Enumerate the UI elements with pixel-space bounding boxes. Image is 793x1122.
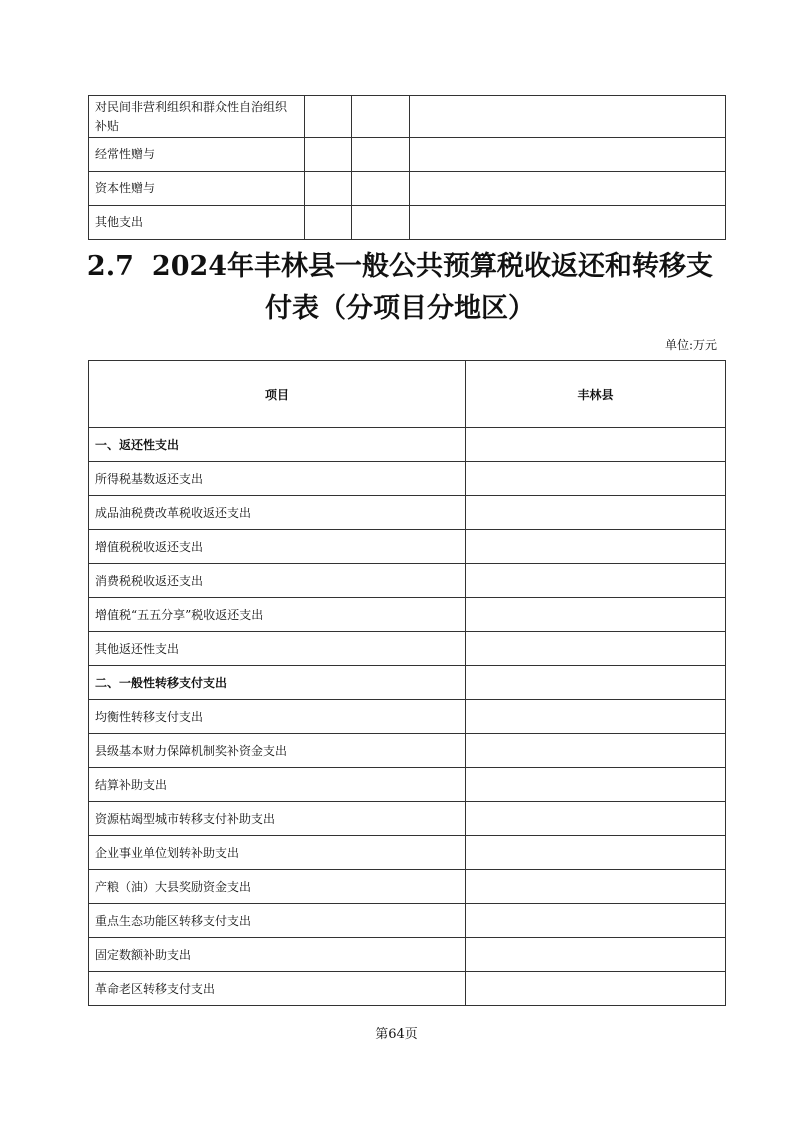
cell: [305, 206, 352, 240]
top-table: [88, 95, 726, 240]
row-label: 企业事业单位划转补助支出: [89, 836, 466, 870]
table-row: [89, 138, 726, 172]
row-label: 县级基本财力保障机制奖补资金支出: [89, 734, 466, 768]
table-row: [89, 206, 726, 240]
row-label: 其他支出: [89, 206, 305, 240]
row-label: 成品油税费改革税收返还支出: [89, 496, 466, 530]
cell: [352, 96, 410, 138]
table-row: [89, 666, 726, 700]
cell: [410, 172, 726, 206]
row-label: 对民间非营利组织和群众性自治组织补贴: [89, 96, 305, 138]
cell: [352, 138, 410, 172]
table-row: [89, 598, 726, 632]
row-label: 结算补助支出: [89, 768, 466, 802]
table-row: [89, 564, 726, 598]
title-line-1: [60, 246, 740, 288]
page-number: 第64页: [375, 1027, 418, 1042]
section-number: 2.7: [86, 251, 134, 282]
table-row: [89, 632, 726, 666]
row-value: [466, 768, 726, 802]
row-value: [466, 530, 726, 564]
header-item: 项目: [89, 361, 466, 428]
row-value: [466, 700, 726, 734]
row-value: [466, 496, 726, 530]
cell: [305, 138, 352, 172]
cell: [305, 172, 352, 206]
row-label: 增值税税收返还支出: [89, 530, 466, 564]
row-label: 资源枯竭型城市转移支付补助支出: [89, 802, 466, 836]
table-row: [89, 836, 726, 870]
row-label: 重点生态功能区转移支付支出: [89, 904, 466, 938]
table-row: [89, 870, 726, 904]
row-value: [466, 836, 726, 870]
table-row: [89, 768, 726, 802]
table-row: [89, 96, 726, 138]
row-label: 经常性赠与: [89, 138, 305, 172]
row-label: 一、返还性支出: [89, 428, 466, 462]
row-label: 革命老区转移支付支出: [89, 972, 466, 1006]
table-row: [89, 172, 726, 206]
row-value: [466, 462, 726, 496]
title-line-2: 付表（分项目分地区）: [265, 293, 535, 324]
row-value: [466, 564, 726, 598]
table-row: [89, 938, 726, 972]
table-row: [89, 462, 726, 496]
unit-label: 单位:万元: [664, 338, 717, 352]
table-row: [89, 700, 726, 734]
cell: [352, 206, 410, 240]
row-value: [466, 904, 726, 938]
row-label: 固定数额补助支出: [89, 938, 466, 972]
row-value: [466, 598, 726, 632]
title-text-1: 2024年丰林县一般公共预算税收返还和转移支: [151, 251, 714, 282]
table-row: [89, 428, 726, 462]
row-value: [466, 734, 726, 768]
table-row: [89, 734, 726, 768]
table-row: [89, 496, 726, 530]
section-title: [60, 246, 740, 330]
cell: [410, 206, 726, 240]
table-row: [89, 904, 726, 938]
table-row: [89, 972, 726, 1006]
main-table: [88, 360, 726, 1006]
row-label: 消费税税收返还支出: [89, 564, 466, 598]
cell: [410, 138, 726, 172]
row-label: 二、一般性转移支付支出: [89, 666, 466, 700]
row-label: 所得税基数返还支出: [89, 462, 466, 496]
cell: [305, 96, 352, 138]
cell: [410, 96, 726, 138]
table-row: [89, 802, 726, 836]
cell: [352, 172, 410, 206]
header-row: [89, 361, 726, 428]
table-row: [89, 530, 726, 564]
row-value: [466, 938, 726, 972]
header-region: 丰林县: [466, 361, 726, 428]
table-body: [89, 428, 726, 1006]
row-label: 资本性赠与: [89, 172, 305, 206]
row-value: [466, 428, 726, 462]
row-value: [466, 666, 726, 700]
row-value: [466, 632, 726, 666]
row-label: 其他返还性支出: [89, 632, 466, 666]
row-value: [466, 972, 726, 1006]
row-value: [466, 802, 726, 836]
row-label: 均衡性转移支付支出: [89, 700, 466, 734]
row-label: 产粮（油）大县奖励资金支出: [89, 870, 466, 904]
row-label: 增值税“五五分享”税收返还支出: [89, 598, 466, 632]
row-value: [466, 870, 726, 904]
